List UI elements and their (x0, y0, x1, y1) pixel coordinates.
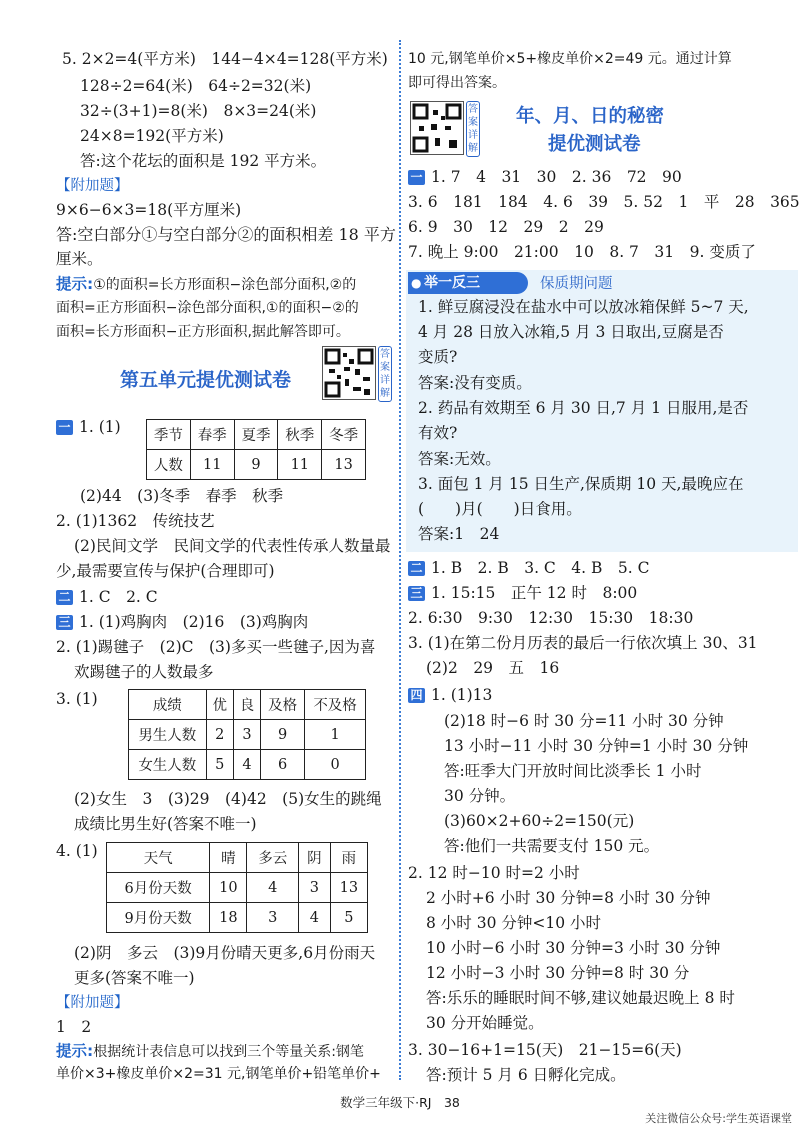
tip-line-2: 面积=正方形面积−涂色部分面积,①的面积−②的 (56, 300, 359, 316)
section-box-2: 二 (56, 590, 73, 605)
panel-line-9: ( )月( )日食用。 (418, 500, 582, 518)
r-q2-line-1: 2. 12 时−10 时=2 小时 (408, 864, 580, 882)
r-q3-line-2: 答:预计 5 月 6 日孵化完成。 (426, 1066, 626, 1084)
r-s1-line-3: 6. 9 30 12 29 2 29 (408, 218, 604, 236)
table-cell: 18 (210, 903, 247, 933)
panel-line-8: 3. 面包 1 月 15 日生产,保质期 10 天,最晚应在 (418, 475, 744, 493)
s1-line-1: (2)44 (3)冬季 春季 秋季 (80, 487, 284, 505)
panel-line-1: 1. 鲜豆腐浸没在盐水中可以放冰箱保鲜 5~7 天, (418, 298, 749, 316)
unit5-title: 第五单元提优测试卷 (120, 369, 292, 391)
table-cell: 3 (247, 903, 298, 933)
section-box-2: 二 (408, 561, 425, 576)
table-row (107, 843, 368, 873)
table-cell: 1 (305, 720, 366, 750)
s2-line: 二 1. C 2. C (56, 586, 158, 608)
tip2-line-1 (56, 1040, 364, 1063)
table-cell: 4 (298, 903, 330, 933)
table-row (147, 420, 366, 450)
tip-line-1 (56, 273, 356, 296)
r-q2-line-6: 答:乐乐的睡眠时间不够,建议她最迟晚上 8 时 (426, 989, 735, 1007)
extra2-label: 【附加题】 (56, 995, 129, 1011)
r-s1-line-4: 7. 晚上 9:00 21:00 10 8. 7 31 9. 变质了 (408, 243, 756, 261)
table-cell: 阴 (298, 843, 330, 873)
s1-line-2: 2. (1)1362 传统技艺 (56, 512, 215, 530)
qr-code-icon (322, 346, 376, 400)
table-cell: 9 (261, 720, 305, 750)
table-cell: 10 (210, 873, 247, 903)
q5-line-1: 5. 2×2=4(平方米) 144−4×4=128(平方米) (62, 50, 388, 68)
table-cell: 男生人数 (129, 720, 207, 750)
table-cell: 9月份天数 (107, 903, 210, 933)
tip2-text-1: 根据统计表信息可以找到三个等量关系:钢笔 (93, 1044, 364, 1060)
q5-line-3: 32÷(3+1)=8(米) 8×3=24(米) (80, 102, 317, 120)
section-box-3: 三 (56, 615, 73, 630)
panel-line-4: 答案:没有变质。 (418, 374, 532, 392)
table-cell: 11 (278, 450, 322, 480)
r-q2-line-4: 10 小时−6 小时 30 分钟=3 小时 30 分钟 (426, 939, 721, 957)
table-cell: 冬季 (322, 420, 366, 450)
q5-line-2: 128÷2=64(米) 64÷2=32(米) (80, 77, 312, 95)
tip-text-1: ①的面积=长方形面积−涂色部分面积,②的 (93, 277, 357, 293)
table-cell: 人数 (147, 450, 191, 480)
r-s3-line-4: (2)2 29 五 16 (426, 659, 560, 677)
table-cell: 4 (233, 750, 260, 780)
table-row (129, 750, 366, 780)
table-cell: 女生人数 (129, 750, 207, 780)
r-s4-line: 四 1. (1)13 (408, 684, 492, 706)
chapter-subtitle: 提优测试卷 (548, 134, 641, 155)
r-s4-line-3: 13 小时−11 小时 30 分钟=1 小时 30 分钟 (444, 737, 749, 755)
s1-line-4: 少,最需要宣传与保护(合理即可) (56, 562, 275, 580)
table-cell: 6月份天数 (107, 873, 210, 903)
r-s1-line-1: 一 1. 7 4 31 30 2. 36 72 90 (408, 166, 682, 188)
qr-side-label: 答案详解 (378, 346, 392, 402)
r-q2-line-7: 30 分开始睡觉。 (426, 1014, 544, 1032)
table-cell: 6 (261, 750, 305, 780)
r-q2-line-5: 12 小时−3 小时 30 分钟=8 时 30 分 (426, 964, 690, 982)
weather-table (106, 842, 368, 933)
table-cell: 及格 (261, 690, 305, 720)
s1-q1: 一 1. (1) (56, 416, 121, 438)
table-cell: 多云 (247, 843, 298, 873)
table-cell: 2 (206, 720, 233, 750)
table-cell: 13 (322, 450, 366, 480)
table-row (129, 720, 366, 750)
s3-line-2: 2. (1)踢毽子 (2)C (3)多买一些毽子,因为喜 (56, 638, 376, 656)
column-divider (399, 40, 401, 1080)
extra-line-1: 9×6−6×3=18(平方厘米) (56, 201, 242, 219)
table-cell: 优 (206, 690, 233, 720)
q4-label: 4. (1) (56, 842, 98, 860)
tip-line-3: 面积=长方形面积−正方形面积,据此解答即可。 (56, 324, 350, 340)
r-s2-line: 二 1. B 2. B 3. C 4. B 5. C (408, 557, 649, 579)
q5-line-4: 24×8=192(平方米) (80, 127, 224, 145)
tip-label: 提示: (56, 275, 94, 293)
qr-code-icon (410, 101, 464, 155)
r-s4-line-2: (2)18 时−6 时 30 分=11 小时 30 分钟 (444, 712, 724, 730)
right-top-line-2: 即可得出答案。 (408, 75, 506, 91)
table-cell: 良 (233, 690, 260, 720)
r-s3-line-2: 2. 6:30 9:30 12:30 15:30 18:30 (408, 609, 694, 627)
table-cell: 春季 (190, 420, 234, 450)
watermark: 关注微信公众号:学生英语课堂 (645, 1112, 792, 1125)
s3-line-3: 欢踢毽子的人数最多 (74, 663, 214, 681)
panel-line-3: 变质? (418, 348, 458, 366)
panel-line-10: 答案:1 24 (418, 525, 500, 543)
qr-side-label: 答案详解 (466, 101, 480, 157)
right-top-line-1: 10 元,钢笔单价×5+橡皮单价×2=49 元。通过计算 (408, 51, 732, 67)
q3-label: 3. (1) (56, 690, 98, 708)
table-cell: 季节 (147, 420, 191, 450)
season-table (146, 419, 366, 480)
extra2-line: 1 2 (56, 1018, 92, 1036)
section-box-1: 一 (56, 420, 73, 435)
r-s4-line-6: (3)60×2+60÷2=150(元) (444, 812, 635, 830)
section-box-4: 四 (408, 688, 425, 703)
panel-head: ● 举一反三 (408, 272, 528, 294)
section-box-1: 一 (408, 170, 425, 185)
q4-line-2: 更多(答案不唯一) (74, 969, 195, 987)
r-s4-line-4: 答:旺季大门开放时间比淡季长 1 小时 (444, 762, 702, 780)
table-cell: 秋季 (278, 420, 322, 450)
panel-line-2: 4 月 28 日放入冰箱,5 月 3 日取出,豆腐是否 (418, 323, 724, 341)
table-cell: 天气 (107, 843, 210, 873)
s3-line: 三 1. (1)鸡胸肉 (2)16 (3)鸡胸肉 (56, 611, 308, 633)
table-cell: 5 (206, 750, 233, 780)
extra-line-2: 答:空白部分①与空白部分②的面积相差 18 平方 (56, 225, 396, 244)
table-cell: 5 (330, 903, 367, 933)
table-cell: 9 (234, 450, 278, 480)
tip2-line-2: 单价×3+橡皮单价×2=31 元,钢笔单价+铅笔单价+ (56, 1066, 381, 1082)
extra-line-3: 厘米。 (56, 250, 103, 268)
table-cell: 11 (190, 450, 234, 480)
table-row (107, 903, 368, 933)
q4-line-1: (2)阴 多云 (3)9月份晴天更多,6月份雨天 (74, 944, 376, 962)
r-q3-line-1: 3. 30−16+1=15(天) 21−15=6(天) (408, 1041, 682, 1059)
q5-answer: 答:这个花坛的面积是 192 平方米。 (80, 152, 327, 170)
r-s3-line-3: 3. (1)在第二份月历表的最后一行依次填上 30、31 (408, 634, 758, 652)
table-row (107, 873, 368, 903)
section-box-3: 三 (408, 586, 425, 601)
table-cell: 4 (247, 873, 298, 903)
r-s1-line-2: 3. 6 181 184 4. 6 39 5. 52 1 平 28 365 (408, 193, 800, 211)
table-cell: 晴 (210, 843, 247, 873)
panel-title: 保质期问题 (540, 276, 613, 292)
table-cell: 3 (298, 873, 330, 903)
table-row (129, 690, 366, 720)
table-cell: 3 (233, 720, 260, 750)
extra-label: 【附加题】 (56, 178, 129, 194)
r-q2-line-2: 2 小时+6 小时 30 分钟=8 小时 30 分钟 (426, 889, 711, 907)
score-table (128, 689, 366, 780)
table-row (147, 450, 366, 480)
table-cell: 夏季 (234, 420, 278, 450)
q3-line-1: (2)女生 3 (3)29 (4)42 (5)女生的跳绳 (74, 790, 382, 808)
r-q2-line-3: 8 小时 30 分钟<10 小时 (426, 914, 602, 932)
table-cell: 不及格 (305, 690, 366, 720)
r-s3-line: 三 1. 15:15 正午 12 时 8:00 (408, 582, 637, 604)
chapter-title: 年、月、日的秘密 (516, 106, 665, 127)
s1-line-3: (2)民间文学 民间文学的代表性传承人数量最 (74, 537, 391, 555)
panel-line-6: 有效? (418, 424, 458, 442)
table-cell: 成绩 (129, 690, 207, 720)
r-s4-line-7: 答:他们一共需要支付 150 元。 (444, 837, 660, 855)
tip2-label: 提示: (56, 1042, 94, 1060)
table-cell: 0 (305, 750, 366, 780)
table-cell: 13 (330, 873, 367, 903)
table-cell: 雨 (330, 843, 367, 873)
panel-line-7: 答案:无效。 (418, 450, 501, 468)
panel-line-5: 2. 药品有效期至 6 月 30 日,7 月 1 日服用,是否 (418, 399, 749, 417)
page-footer: 数学三年级下·RJ 38 (340, 1095, 460, 1110)
r-s4-line-5: 30 分钟。 (444, 787, 516, 805)
lightbulb-icon: ● (411, 276, 422, 290)
q3-line-2: 成绩比男生好(答案不唯一) (74, 815, 257, 833)
